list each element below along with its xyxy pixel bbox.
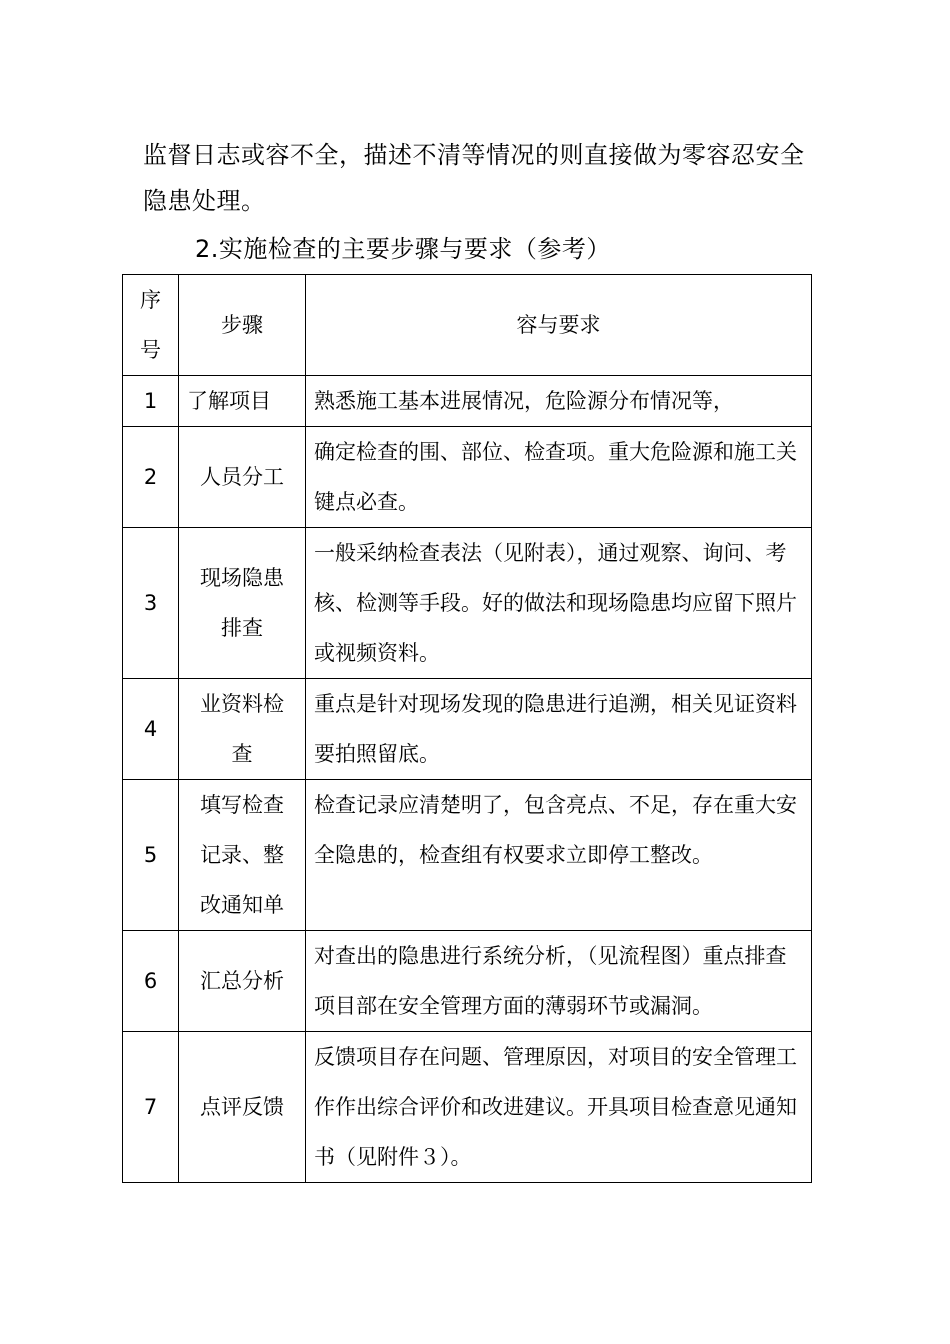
row-num: 1 [123,376,179,427]
section-heading: 2.实施检查的主要步骤与要求（参考） [195,235,611,263]
header-num [123,275,179,376]
row-content: 一般采纳检查表法（见附表），通过观察、询问、考核、检测等手段。好的做法和现场隐患均应留下照片或视频资料。 [306,528,812,679]
body-paragraph: 监督日志或容不全，描述不清等情况的则直接做为零容忍安全隐患处理。 [143,141,805,215]
row-step: 填写检查记录、整改通知单 [179,780,306,931]
row-content: 重点是针对现场发现的隐患进行追溯，相关见证资料要拍照留底。 [306,679,812,780]
table-row [123,679,812,780]
inspection-steps-table [122,274,812,1183]
table-row [123,1032,812,1183]
row-content: 对查出的隐患进行系统分析，（见流程图）重点排查项目部在安全管理方面的薄弱环节或漏洞。 [306,931,812,1032]
header-num-line2: 号 [140,338,161,362]
row-content: 检查记录应清楚明了，包含亮点、不足，存在重大安全隐患的，检查组有权要求立即停工整改。 [306,780,812,931]
row-content: 确定检查的围、部位、检查项。重大危险源和施工关键点必查。 [306,427,812,528]
row-step: 业资料检查 [179,679,306,780]
row-num: 7 [123,1032,179,1183]
row-num: 4 [123,679,179,780]
table-header-row [123,275,812,376]
table-row [123,528,812,679]
row-step: 人员分工 [179,427,306,528]
row-num: 3 [123,528,179,679]
header-num-line1: 序 [140,288,161,312]
row-step: 了解项目 [179,376,306,427]
row-content: 熟悉施工基本进展情况，危险源分布情况等， [306,376,812,427]
table-row [123,931,812,1032]
row-num: 5 [123,780,179,931]
row-step: 现场隐患排查 [179,528,306,679]
header-content: 容与要求 [306,275,812,376]
row-step: 点评反馈 [179,1032,306,1183]
row-step: 汇总分析 [179,931,306,1032]
table-row [123,427,812,528]
table-row [123,376,812,427]
row-num: 6 [123,931,179,1032]
header-step: 步骤 [179,275,306,376]
row-num: 2 [123,427,179,528]
row-content: 反馈项目存在问题、管理原因，对项目的安全管理工作作出综合评价和改进建议。开具项目检查意见通知书（见附件３）。 [306,1032,812,1183]
table-row [123,780,812,931]
